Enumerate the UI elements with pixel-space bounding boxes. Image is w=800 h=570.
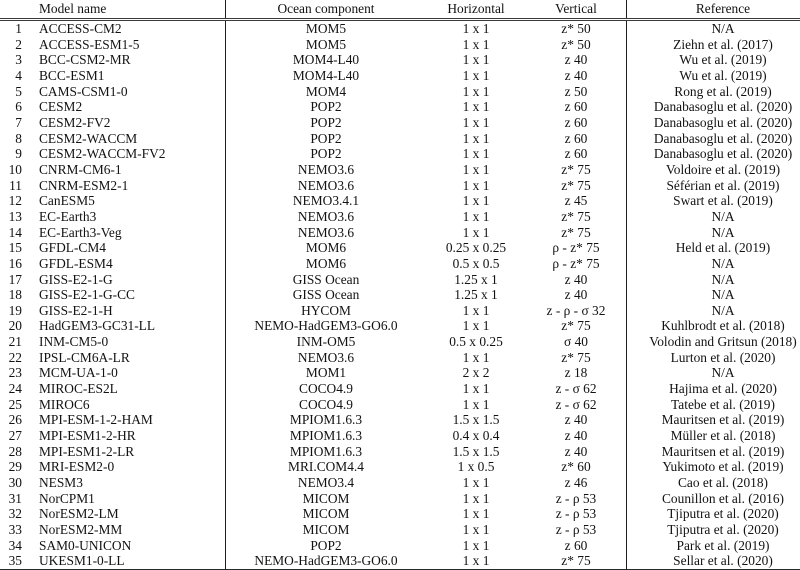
model-name-cell: HadGEM3-GC31-LL <box>23 318 226 334</box>
model-name-cell: NorCPM1 <box>23 491 226 507</box>
horizontal-resolution-cell: 1 x 1 <box>426 193 526 209</box>
horizontal-resolution-cell: 1.25 x 1 <box>426 287 526 303</box>
vertical-resolution-cell: z - ρ 53 <box>526 491 627 507</box>
vertical-resolution-cell: z 40 <box>526 287 627 303</box>
horizontal-resolution-cell: 1 x 1 <box>426 475 526 491</box>
horizontal-resolution-cell: 1 x 1 <box>426 20 526 37</box>
vertical-resolution-cell: z 40 <box>526 272 627 288</box>
table-row <box>0 459 800 475</box>
model-name-cell: SAM0-UNICON <box>23 538 226 554</box>
reference-cell: Séférian et al. (2019) <box>627 178 800 194</box>
model-name-cell: MPI-ESM-1-2-HAM <box>23 412 226 428</box>
table-row <box>0 272 800 288</box>
row-number: 18 <box>0 287 23 303</box>
ocean-component-cell: MPIOM1.6.3 <box>226 412 427 428</box>
header-vertical: Vertical <box>526 0 627 20</box>
model-name-cell: CNRM-CM6-1 <box>23 162 226 178</box>
vertical-resolution-cell: ρ - z* 75 <box>526 256 627 272</box>
table-row <box>0 412 800 428</box>
reference-cell: Danabasoglu et al. (2020) <box>627 146 800 162</box>
table-row <box>0 334 800 350</box>
horizontal-resolution-cell: 1 x 1 <box>426 303 526 319</box>
row-number: 14 <box>0 225 23 241</box>
horizontal-resolution-cell: 1 x 1 <box>426 318 526 334</box>
table-row <box>0 428 800 444</box>
table-row <box>0 225 800 241</box>
vertical-resolution-cell: z 46 <box>526 475 627 491</box>
reference-cell: Rong et al. (2019) <box>627 84 800 100</box>
row-number: 11 <box>0 178 23 194</box>
row-number: 10 <box>0 162 23 178</box>
row-number: 1 <box>0 20 23 37</box>
model-name-cell: GISS-E2-1-G-CC <box>23 287 226 303</box>
ocean-component-cell: MOM1 <box>226 365 427 381</box>
reference-cell: Danabasoglu et al. (2020) <box>627 115 800 131</box>
model-name-cell: CanESM5 <box>23 193 226 209</box>
reference-cell: Hajima et al. (2020) <box>627 381 800 397</box>
row-number: 4 <box>0 68 23 84</box>
model-name-cell: CESM2-WACCM <box>23 131 226 147</box>
horizontal-resolution-cell: 1 x 1 <box>426 131 526 147</box>
ocean-component-cell: GISS Ocean <box>226 272 427 288</box>
horizontal-resolution-cell: 1 x 1 <box>426 381 526 397</box>
vertical-resolution-cell: z* 50 <box>526 20 627 37</box>
table-row <box>0 397 800 413</box>
table-row <box>0 115 800 131</box>
vertical-resolution-cell: z* 75 <box>526 162 627 178</box>
table-row <box>0 303 800 319</box>
table-row <box>0 365 800 381</box>
reference-cell: Yukimoto et al. (2019) <box>627 459 800 475</box>
horizontal-resolution-cell: 1 x 1 <box>426 225 526 241</box>
reference-cell: Voldoire et al. (2019) <box>627 162 800 178</box>
row-number: 17 <box>0 272 23 288</box>
ocean-component-cell: POP2 <box>226 99 427 115</box>
vertical-resolution-cell: z - ρ 53 <box>526 506 627 522</box>
reference-cell: N/A <box>627 272 800 288</box>
table-row <box>0 84 800 100</box>
horizontal-resolution-cell: 0.25 x 0.25 <box>426 240 526 256</box>
header-ocean-component: Ocean component <box>226 0 427 20</box>
ocean-component-cell: MICOM <box>226 491 427 507</box>
row-number: 30 <box>0 475 23 491</box>
horizontal-resolution-cell: 1 x 1 <box>426 538 526 554</box>
table-row <box>0 522 800 538</box>
model-name-cell: CESM2 <box>23 99 226 115</box>
row-number: 15 <box>0 240 23 256</box>
ocean-component-cell: NEMO-HadGEM3-GO6.0 <box>226 318 427 334</box>
vertical-resolution-cell: z* 75 <box>526 178 627 194</box>
table-row <box>0 491 800 507</box>
table-row <box>0 178 800 194</box>
vertical-resolution-cell: σ 40 <box>526 334 627 350</box>
model-name-cell: GFDL-ESM4 <box>23 256 226 272</box>
ocean-component-cell: COCO4.9 <box>226 381 427 397</box>
ocean-component-cell: MOM6 <box>226 256 427 272</box>
ocean-component-cell: MPIOM1.6.3 <box>226 428 427 444</box>
vertical-resolution-cell: z* 75 <box>526 318 627 334</box>
vertical-resolution-cell: z 18 <box>526 365 627 381</box>
vertical-resolution-cell: ρ - z* 75 <box>526 240 627 256</box>
reference-cell: N/A <box>627 209 800 225</box>
horizontal-resolution-cell: 1 x 1 <box>426 115 526 131</box>
reference-cell: N/A <box>627 225 800 241</box>
reference-cell: Tjiputra et al. (2020) <box>627 506 800 522</box>
table-row <box>0 553 800 569</box>
reference-cell: Ziehn et al. (2017) <box>627 37 800 53</box>
ocean-component-cell: NEMO3.4 <box>226 475 427 491</box>
vertical-resolution-cell: z* 75 <box>526 209 627 225</box>
table-row <box>0 506 800 522</box>
ocean-component-cell: POP2 <box>226 115 427 131</box>
reference-cell: Cao et al. (2018) <box>627 475 800 491</box>
model-name-cell: CNRM-ESM2-1 <box>23 178 226 194</box>
vertical-resolution-cell: z - σ 62 <box>526 397 627 413</box>
horizontal-resolution-cell: 1 x 1 <box>426 162 526 178</box>
vertical-resolution-cell: z 60 <box>526 146 627 162</box>
ocean-component-cell: POP2 <box>226 146 427 162</box>
reference-cell: Volodin and Gritsun (2018) <box>627 334 800 350</box>
ocean-component-cell: NEMO-HadGEM3-GO6.0 <box>226 553 427 569</box>
model-name-cell: NESM3 <box>23 475 226 491</box>
model-name-cell: GFDL-CM4 <box>23 240 226 256</box>
ocean-component-cell: MPIOM1.6.3 <box>226 444 427 460</box>
ocean-component-cell: POP2 <box>226 131 427 147</box>
reference-cell: Sellar et al. (2020) <box>627 553 800 569</box>
horizontal-resolution-cell: 1 x 1 <box>426 146 526 162</box>
horizontal-resolution-cell: 1 x 1 <box>426 68 526 84</box>
table-row <box>0 240 800 256</box>
table-row <box>0 318 800 334</box>
vertical-resolution-cell: z 60 <box>526 131 627 147</box>
model-name-cell: EC-Earth3 <box>23 209 226 225</box>
table-row <box>0 146 800 162</box>
reference-cell: N/A <box>627 365 800 381</box>
ocean-component-cell: MICOM <box>226 522 427 538</box>
ocean-component-cell: NEMO3.4.1 <box>226 193 427 209</box>
row-number: 20 <box>0 318 23 334</box>
vertical-resolution-cell: z* 75 <box>526 225 627 241</box>
model-name-cell: NorESM2-LM <box>23 506 226 522</box>
table-row <box>0 162 800 178</box>
reference-cell: Wu et al. (2019) <box>627 52 800 68</box>
ocean-component-cell: MRI.COM4.4 <box>226 459 427 475</box>
model-name-cell: CESM2-WACCM-FV2 <box>23 146 226 162</box>
ocean-component-cell: MOM5 <box>226 37 427 53</box>
model-name-cell: GISS-E2-1-G <box>23 272 226 288</box>
horizontal-resolution-cell: 1 x 1 <box>426 178 526 194</box>
row-number: 22 <box>0 350 23 366</box>
row-number: 2 <box>0 37 23 53</box>
row-number: 31 <box>0 491 23 507</box>
ocean-component-cell: GISS Ocean <box>226 287 427 303</box>
reference-cell: Mauritsen et al. (2019) <box>627 444 800 460</box>
row-number: 35 <box>0 553 23 569</box>
reference-cell: Counillon et al. (2016) <box>627 491 800 507</box>
vertical-resolution-cell: z* 75 <box>526 553 627 569</box>
row-number: 7 <box>0 115 23 131</box>
table-row <box>0 444 800 460</box>
ocean-component-cell: NEMO3.6 <box>226 178 427 194</box>
vertical-resolution-cell: z - ρ 53 <box>526 522 627 538</box>
ocean-component-cell: MICOM <box>226 506 427 522</box>
model-name-cell: CESM2-FV2 <box>23 115 226 131</box>
reference-cell: N/A <box>627 20 800 37</box>
reference-cell: Danabasoglu et al. (2020) <box>627 99 800 115</box>
model-name-cell: MIROC-ES2L <box>23 381 226 397</box>
reference-cell: Lurton et al. (2020) <box>627 350 800 366</box>
horizontal-resolution-cell: 1 x 1 <box>426 491 526 507</box>
row-number: 26 <box>0 412 23 428</box>
table-row <box>0 256 800 272</box>
table-row <box>0 20 800 37</box>
horizontal-resolution-cell: 2 x 2 <box>426 365 526 381</box>
vertical-resolution-cell: z 60 <box>526 115 627 131</box>
vertical-resolution-cell: z 60 <box>526 538 627 554</box>
table-row <box>0 287 800 303</box>
model-name-cell: INM-CM5-0 <box>23 334 226 350</box>
vertical-resolution-cell: z 40 <box>526 52 627 68</box>
row-number: 8 <box>0 131 23 147</box>
model-name-cell: CAMS-CSM1-0 <box>23 84 226 100</box>
ocean-component-cell: MOM5 <box>226 20 427 37</box>
model-name-cell: GISS-E2-1-H <box>23 303 226 319</box>
horizontal-resolution-cell: 1 x 1 <box>426 553 526 569</box>
table-header <box>0 0 800 20</box>
row-number: 25 <box>0 397 23 413</box>
reference-cell: N/A <box>627 303 800 319</box>
row-number: 28 <box>0 444 23 460</box>
model-name-cell: MIROC6 <box>23 397 226 413</box>
ocean-component-cell: MOM4 <box>226 84 427 100</box>
model-name-cell: ACCESS-CM2 <box>23 20 226 37</box>
table-row <box>0 131 800 147</box>
reference-cell: Wu et al. (2019) <box>627 68 800 84</box>
ocean-component-cell: MOM6 <box>226 240 427 256</box>
model-name-cell: MPI-ESM1-2-LR <box>23 444 226 460</box>
horizontal-resolution-cell: 1 x 1 <box>426 506 526 522</box>
vertical-resolution-cell: z 40 <box>526 68 627 84</box>
horizontal-resolution-cell: 1.25 x 1 <box>426 272 526 288</box>
reference-cell: Swart et al. (2019) <box>627 193 800 209</box>
horizontal-resolution-cell: 1 x 1 <box>426 397 526 413</box>
horizontal-resolution-cell: 1 x 1 <box>426 99 526 115</box>
model-name-cell: ACCESS-ESM1-5 <box>23 37 226 53</box>
row-number: 29 <box>0 459 23 475</box>
horizontal-resolution-cell: 1 x 1 <box>426 52 526 68</box>
vertical-resolution-cell: z 45 <box>526 193 627 209</box>
vertical-resolution-cell: z* 75 <box>526 350 627 366</box>
reference-cell: Park et al. (2019) <box>627 538 800 554</box>
ocean-component-cell: MOM4-L40 <box>226 68 427 84</box>
header-horizontal: Horizontal <box>426 0 526 20</box>
horizontal-resolution-cell: 1 x 0.5 <box>426 459 526 475</box>
table-row <box>0 37 800 53</box>
table-row <box>0 68 800 84</box>
header-row <box>0 0 800 20</box>
vertical-resolution-cell: z 40 <box>526 412 627 428</box>
ocean-component-cell: NEMO3.6 <box>226 225 427 241</box>
model-name-cell: BCC-CSM2-MR <box>23 52 226 68</box>
horizontal-resolution-cell: 1.5 x 1.5 <box>426 444 526 460</box>
table-row <box>0 538 800 554</box>
vertical-resolution-cell: z 60 <box>526 99 627 115</box>
row-number: 23 <box>0 365 23 381</box>
ocean-component-cell: MOM4-L40 <box>226 52 427 68</box>
header-model-name: Model name <box>23 0 226 20</box>
row-number: 34 <box>0 538 23 554</box>
table-row <box>0 475 800 491</box>
ocean-component-cell: NEMO3.6 <box>226 209 427 225</box>
row-number: 32 <box>0 506 23 522</box>
reference-cell: Müller et al. (2018) <box>627 428 800 444</box>
reference-cell: N/A <box>627 287 800 303</box>
header-reference: Reference <box>627 0 800 20</box>
horizontal-resolution-cell: 1 x 1 <box>426 37 526 53</box>
table-row <box>0 193 800 209</box>
table-row <box>0 52 800 68</box>
model-name-cell: IPSL-CM6A-LR <box>23 350 226 366</box>
table-row <box>0 381 800 397</box>
horizontal-resolution-cell: 1 x 1 <box>426 522 526 538</box>
reference-cell: Held et al. (2019) <box>627 240 800 256</box>
reference-cell: Tjiputra et al. (2020) <box>627 522 800 538</box>
ocean-component-cell: POP2 <box>226 538 427 554</box>
ocean-component-cell: INM-OM5 <box>226 334 427 350</box>
row-number: 19 <box>0 303 23 319</box>
reference-cell: Kuhlbrodt et al. (2018) <box>627 318 800 334</box>
row-number: 9 <box>0 146 23 162</box>
model-name-cell: MRI-ESM2-0 <box>23 459 226 475</box>
ocean-component-cell: HYCOM <box>226 303 427 319</box>
vertical-resolution-cell: z - σ 62 <box>526 381 627 397</box>
horizontal-resolution-cell: 0.5 x 0.5 <box>426 256 526 272</box>
model-name-cell: MCM-UA-1-0 <box>23 365 226 381</box>
horizontal-resolution-cell: 1 x 1 <box>426 84 526 100</box>
table-row <box>0 99 800 115</box>
horizontal-resolution-cell: 1 x 1 <box>426 209 526 225</box>
row-number: 21 <box>0 334 23 350</box>
row-number: 3 <box>0 52 23 68</box>
row-number: 6 <box>0 99 23 115</box>
reference-cell: Mauritsen et al. (2019) <box>627 412 800 428</box>
vertical-resolution-cell: z 40 <box>526 444 627 460</box>
row-number: 13 <box>0 209 23 225</box>
model-name-cell: UKESM1-0-LL <box>23 553 226 569</box>
model-name-cell: BCC-ESM1 <box>23 68 226 84</box>
vertical-resolution-cell: z* 60 <box>526 459 627 475</box>
model-name-cell: MPI-ESM1-2-HR <box>23 428 226 444</box>
model-name-cell: EC-Earth3-Veg <box>23 225 226 241</box>
vertical-resolution-cell: z* 50 <box>526 37 627 53</box>
horizontal-resolution-cell: 0.4 x 0.4 <box>426 428 526 444</box>
reference-cell: Danabasoglu et al. (2020) <box>627 131 800 147</box>
vertical-resolution-cell: z - ρ - σ 32 <box>526 303 627 319</box>
header-index <box>0 0 23 20</box>
model-name-cell: NorESM2-MM <box>23 522 226 538</box>
row-number: 33 <box>0 522 23 538</box>
reference-cell: N/A <box>627 256 800 272</box>
table-body <box>0 20 800 570</box>
ocean-component-cell: COCO4.9 <box>226 397 427 413</box>
row-number: 16 <box>0 256 23 272</box>
vertical-resolution-cell: z 40 <box>526 428 627 444</box>
row-number: 5 <box>0 84 23 100</box>
horizontal-resolution-cell: 0.5 x 0.25 <box>426 334 526 350</box>
vertical-resolution-cell: z 50 <box>526 84 627 100</box>
row-number: 27 <box>0 428 23 444</box>
horizontal-resolution-cell: 1 x 1 <box>426 350 526 366</box>
row-number: 24 <box>0 381 23 397</box>
table-row <box>0 209 800 225</box>
ocean-component-cell: NEMO3.6 <box>226 350 427 366</box>
horizontal-resolution-cell: 1.5 x 1.5 <box>426 412 526 428</box>
reference-cell: Tatebe et al. (2019) <box>627 397 800 413</box>
table-row <box>0 350 800 366</box>
row-number: 12 <box>0 193 23 209</box>
ocean-component-cell: NEMO3.6 <box>226 162 427 178</box>
